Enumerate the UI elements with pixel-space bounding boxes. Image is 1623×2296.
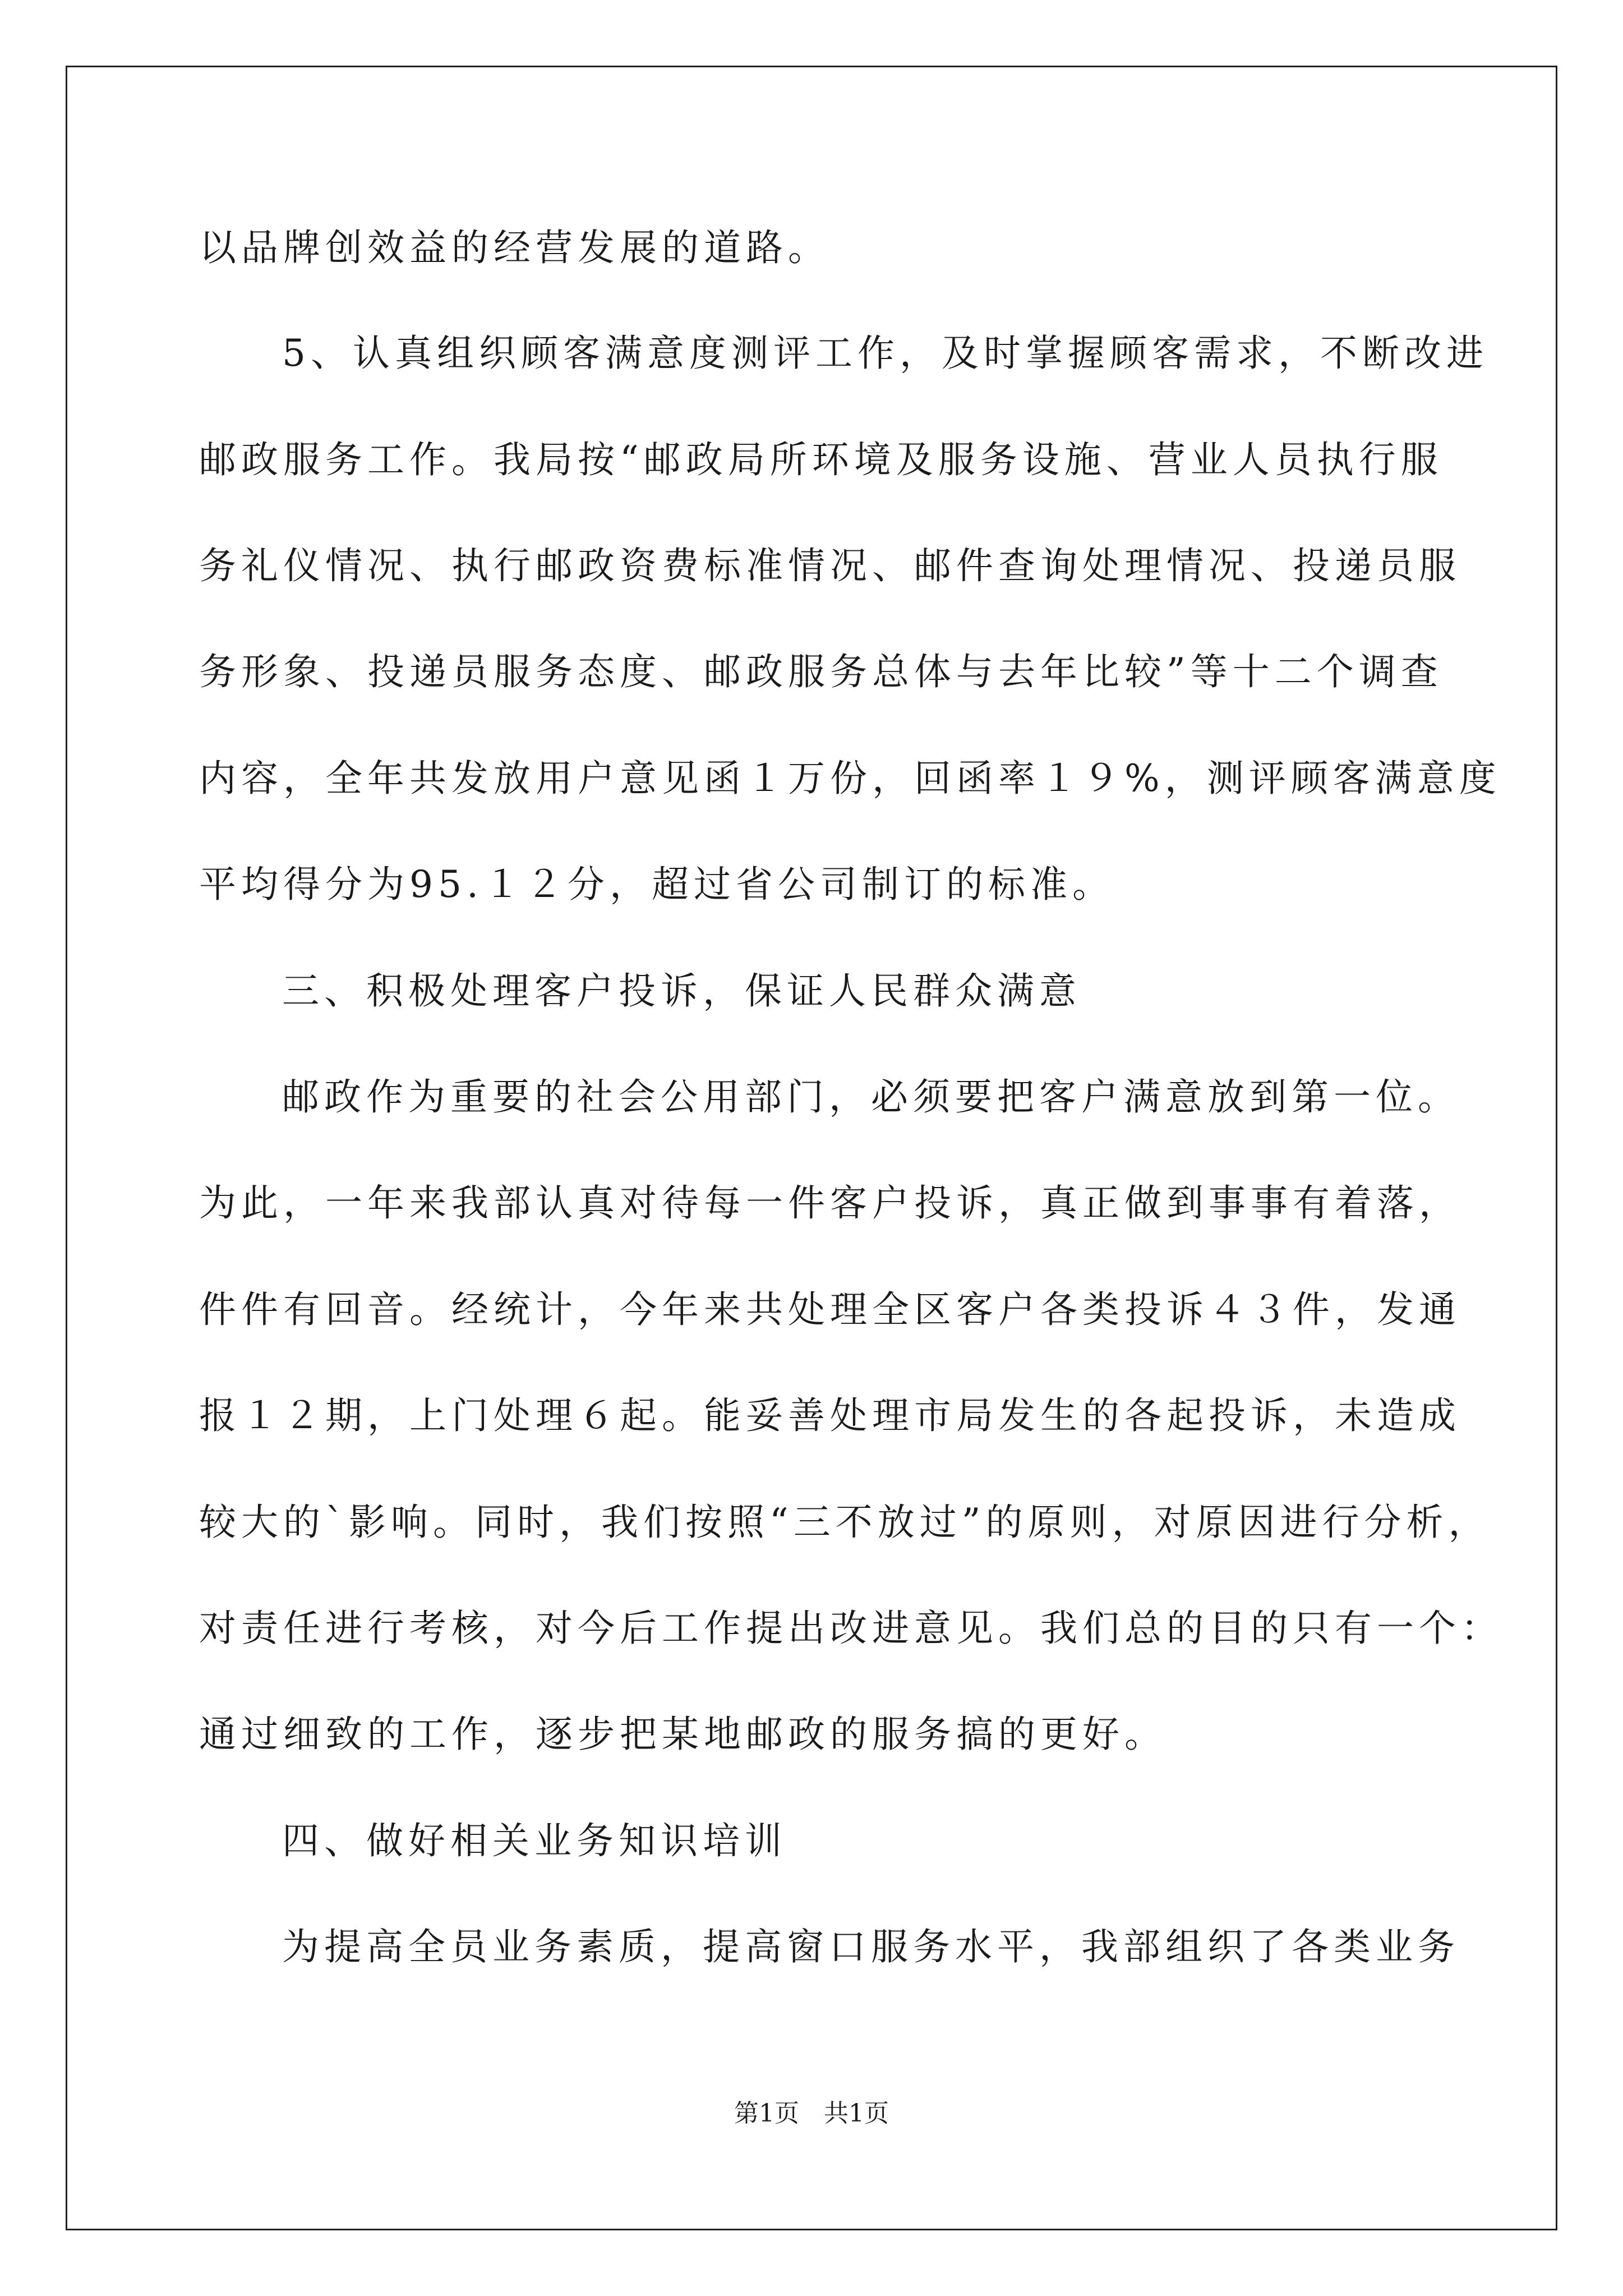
body-line-15: 通过细致的工作，逐步把某地邮政的服务搞的更好。	[199, 1713, 1166, 1756]
body-line-6: 内容，全年共发放用户意见函１万份，回函率１９%，测评顾客满意度	[199, 757, 1501, 800]
body-line-13: 较大的`影响。同时，我们按照“三不放过”的原则，对原因进行分析，	[199, 1501, 1491, 1544]
section-heading-3: 三、积极处理客户投诉，保证人民群众满意	[282, 969, 1081, 1013]
body-line-7: 平均得分为95.１２分，超过省公司制订的标准。	[199, 863, 1114, 906]
body-line-4: 务礼仪情况、执行邮政资费标准情况、邮件查询处理情况、投递员服	[199, 544, 1461, 587]
section-heading-4: 四、做好相关业务知识培训	[282, 1819, 787, 1862]
body-line-3: 邮政服务工作。我局按“邮政局所环境及服务设施、营业人员执行服	[199, 438, 1443, 481]
page-footer: 第1页 共1页	[734, 2099, 889, 2128]
body-line-10: 为此，一年来我部认真对待每一件客户投诉，真正做到事事有着落，	[199, 1181, 1461, 1225]
body-line-11: 件件有回音。经统计，今年来共处理全区客户各类投诉４３件，发通	[199, 1288, 1461, 1331]
body-line-14: 对责任进行考核，对今后工作提出改进意见。我们总的目的只有一个：	[199, 1607, 1503, 1650]
page-border	[66, 66, 1557, 2230]
body-line-17: 为提高全员业务素质，提高窗口服务水平，我部组织了各类业务	[282, 1925, 1460, 1968]
body-line-5: 务形象、投递员服务态度、邮政服务总体与去年比较”等十二个调查	[199, 650, 1443, 693]
body-line-9: 邮政作为重要的社会公用部门，必须要把客户满意放到第一位。	[282, 1075, 1460, 1119]
body-line-1: 以品牌创效益的经营发展的道路。	[199, 226, 830, 269]
body-line-12: 报１２期，上门处理６起。能妥善处理市局发生的各起投诉，未造成	[199, 1394, 1461, 1437]
paragraph-5-heading-line: 5、认真组织顾客满意度测评工作，及时掌握顾客需求，不断改进	[282, 332, 1488, 375]
